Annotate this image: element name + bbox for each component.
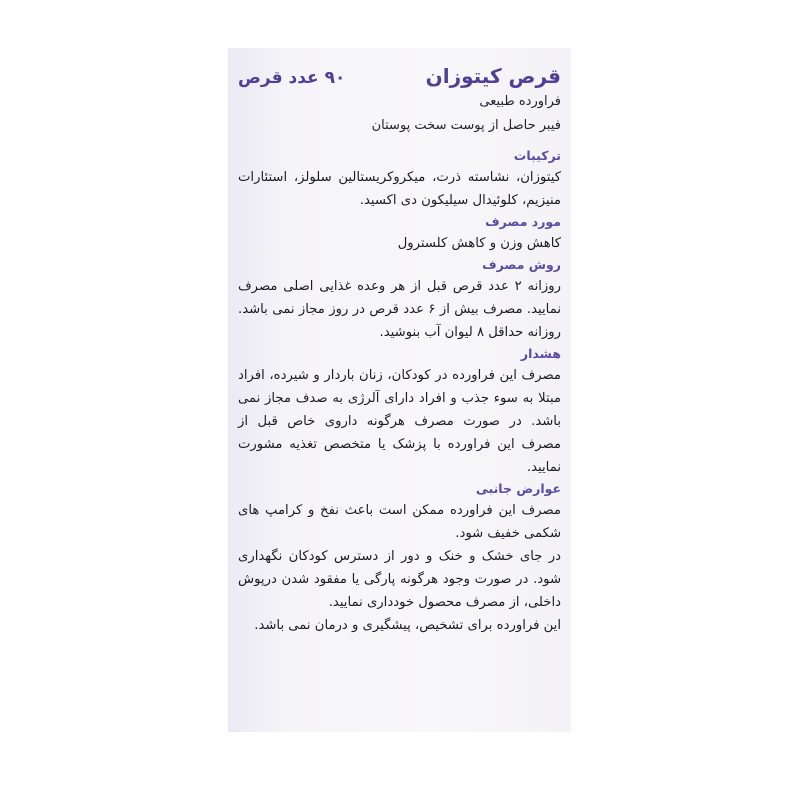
usage-text: کاهش وزن و کاهش کلسترول <box>397 236 561 251</box>
quantity-label: ۹۰ عدد قرص <box>238 68 346 88</box>
product-label-card <box>228 48 571 732</box>
ingredients-section <box>238 146 561 212</box>
side-effects-section <box>238 479 561 637</box>
dosage-text: روزانه ۲ عدد قرص قبل از هر وعده غذایی اصلی مصرف نمایید. مصرف بیش از ۶ عدد قرص در روز مجاز نمی باشد. روزانه حداقل ۸ لیوان آب بنوشید. <box>238 279 562 340</box>
label-header <box>238 64 561 88</box>
product-type: فراورده طبیعی <box>479 94 561 109</box>
storage-paragraph: در جای خشک و خنک و دور از دسترس کودکان نگهداری شود. در صورت وجود هرگونه پارگی یا مفقود شدن درپوش داخلی، از مصرف محصول خودداری نمایید. <box>238 549 561 610</box>
side-effects-paragraph: مصرف این فراورده ممکن است باعث نفخ و کرامپ های شکمی خفیف شود. <box>238 503 561 541</box>
side-effects-heading: عوارض جانبی <box>475 481 561 496</box>
dosage-section <box>238 255 561 344</box>
disclaimer-paragraph: این فراورده برای تشخیص، پیشگیری و درمان نمی باشد. <box>254 618 561 633</box>
warning-text: مصرف این فراورده در کودکان، زنان باردار و شیرده، افراد مبتلا به سوء جذب و افراد دارای آلرژی به صدف مجاز نمی باشد. در صورت مصرف هرگونه داروی خاص قبل از مصرف این فراورده با پزشک یا متخصص تغذیه مشورت نمایید. <box>238 368 561 475</box>
dosage-heading: روش مصرف <box>482 257 561 272</box>
warning-heading: هشدار <box>520 346 561 361</box>
ingredients-text: کیتوزان، نشاسته ذرت، میکروکریستالین سلولز، استئارات منیزیم، کلوئیدال سیلیکون دی اکسید. <box>238 170 561 208</box>
usage-heading: مورد مصرف <box>485 214 561 229</box>
side-effects-body <box>238 499 561 637</box>
ingredients-heading: ترکیبات <box>513 148 561 163</box>
usage-section <box>238 212 561 255</box>
product-source: فیبر حاصل از پوست سخت پوستان <box>371 118 561 133</box>
warning-section <box>238 344 561 479</box>
product-title: قرص کیتوزان <box>425 64 561 88</box>
